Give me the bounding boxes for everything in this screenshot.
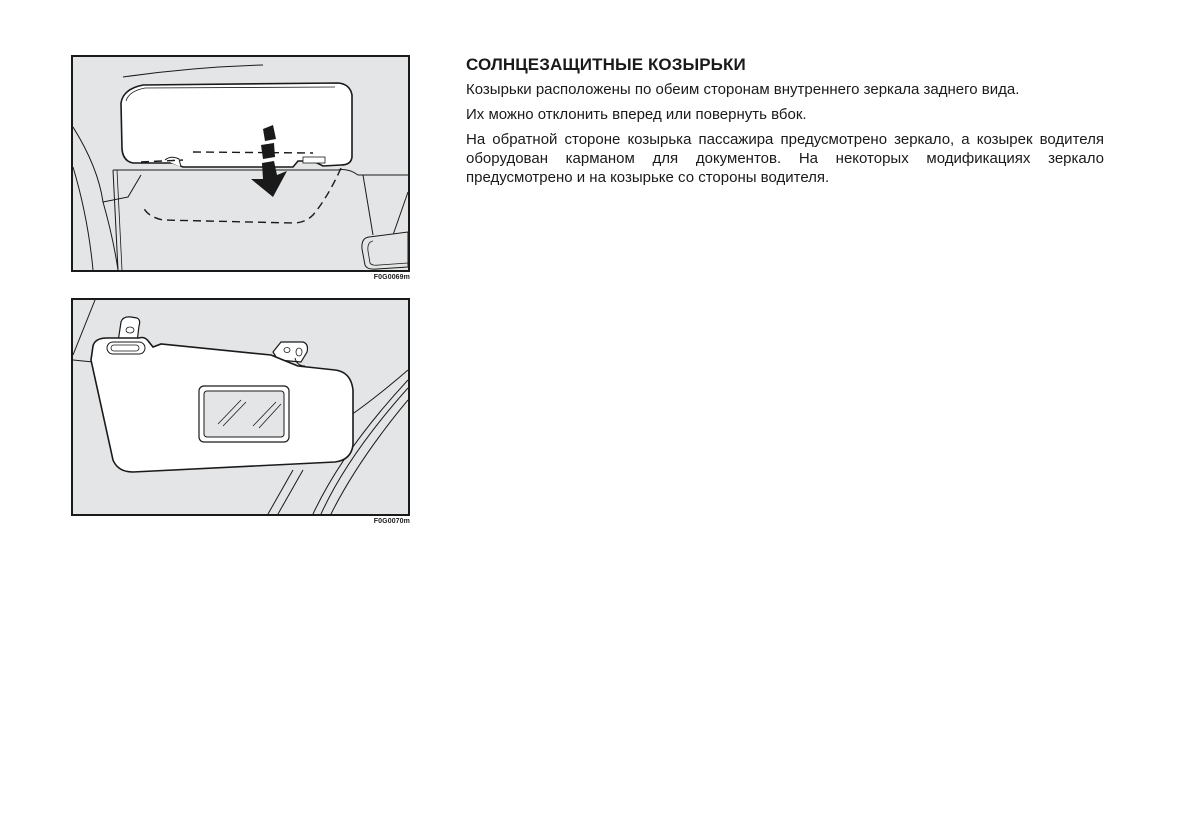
figure-caption: F0G0069m xyxy=(373,274,410,281)
figure-frame xyxy=(71,55,410,272)
sun-visor-fold-illustration xyxy=(73,57,408,270)
figure-visor-fold xyxy=(71,55,410,281)
sun-visor-mirror-illustration xyxy=(73,300,408,514)
paragraph-location: Козырьки расположены по обеим сторонам внутреннего зеркала заднего вида. xyxy=(466,81,1020,98)
figure-visor-mirror xyxy=(71,298,410,525)
figure-caption: F0G0070m xyxy=(373,518,410,525)
figure-frame xyxy=(71,298,410,516)
section-sun-visors xyxy=(466,55,1104,193)
section-heading: СОЛНЦЕЗАЩИТНЫЕ КОЗЫРЬКИ xyxy=(466,55,746,74)
paragraph-adjustment: Их можно отклонить вперед или повернуть вбок. xyxy=(466,106,807,123)
paragraph-mirror-pocket: На обратной стороне козырька пассажира предусмотрено зеркало, а козырек водителя оборудован карманом для документов. На некоторых модификациях зеркало предусмотрено и на козырьке со стороны водителя. xyxy=(466,131,1104,186)
